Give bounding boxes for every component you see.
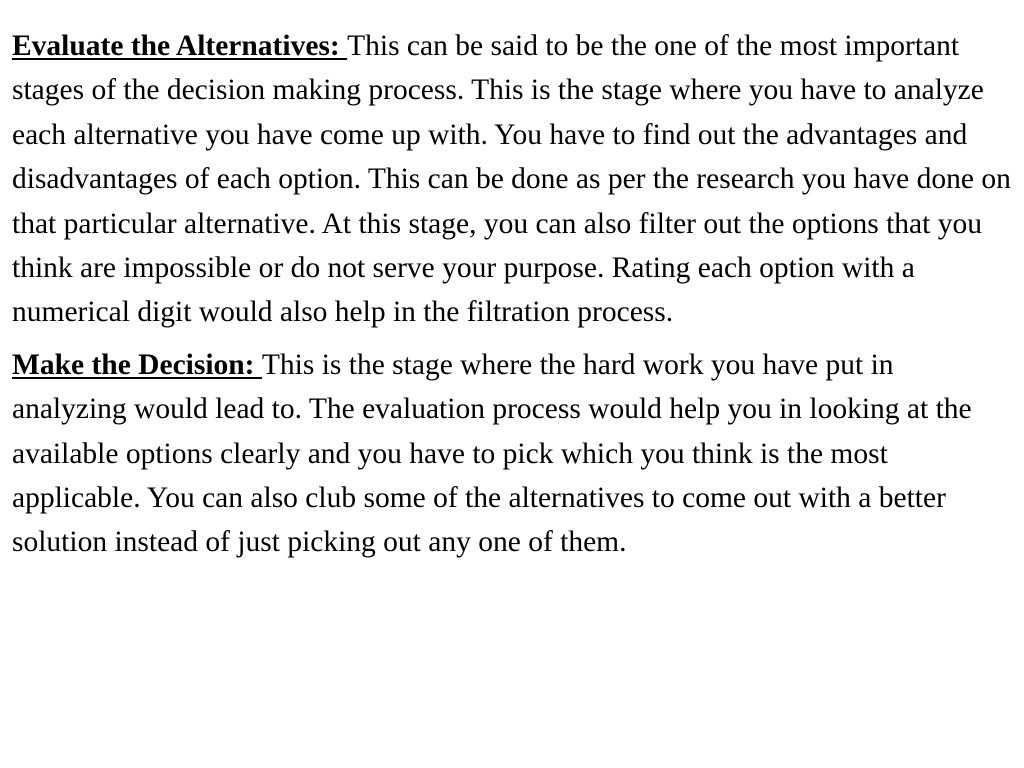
paragraph-body: This is the stage where the hard work you have put in analyzing would lead to. The evaluation process would help you in looking at the available options clearly and you have to pick which you think is the most applicable. You can also club some of the alternatives to come out with a better solution instead of just picking out any one of them. xyxy=(12,348,972,559)
paragraph-heading: Evaluate the Alternatives: xyxy=(12,30,348,62)
paragraph-make-decision xyxy=(12,343,1012,565)
paragraph-heading: Make the Decision: xyxy=(12,348,262,381)
paragraph-evaluate-alternatives xyxy=(12,24,1012,335)
paragraph-body: This can be said to be the one of the most important stages of the decision making process. This is the stage where you have to analyze each alternative you have come up with. You have to find out the advantages and disadvantages of each option. This can be done as per the research you have done on that particular alternative. At this stage, you can also filter out the options that you think are impossible or do not serve your purpose. Rating each option with a numerical digit would also help in the filtration process. xyxy=(12,30,1011,329)
